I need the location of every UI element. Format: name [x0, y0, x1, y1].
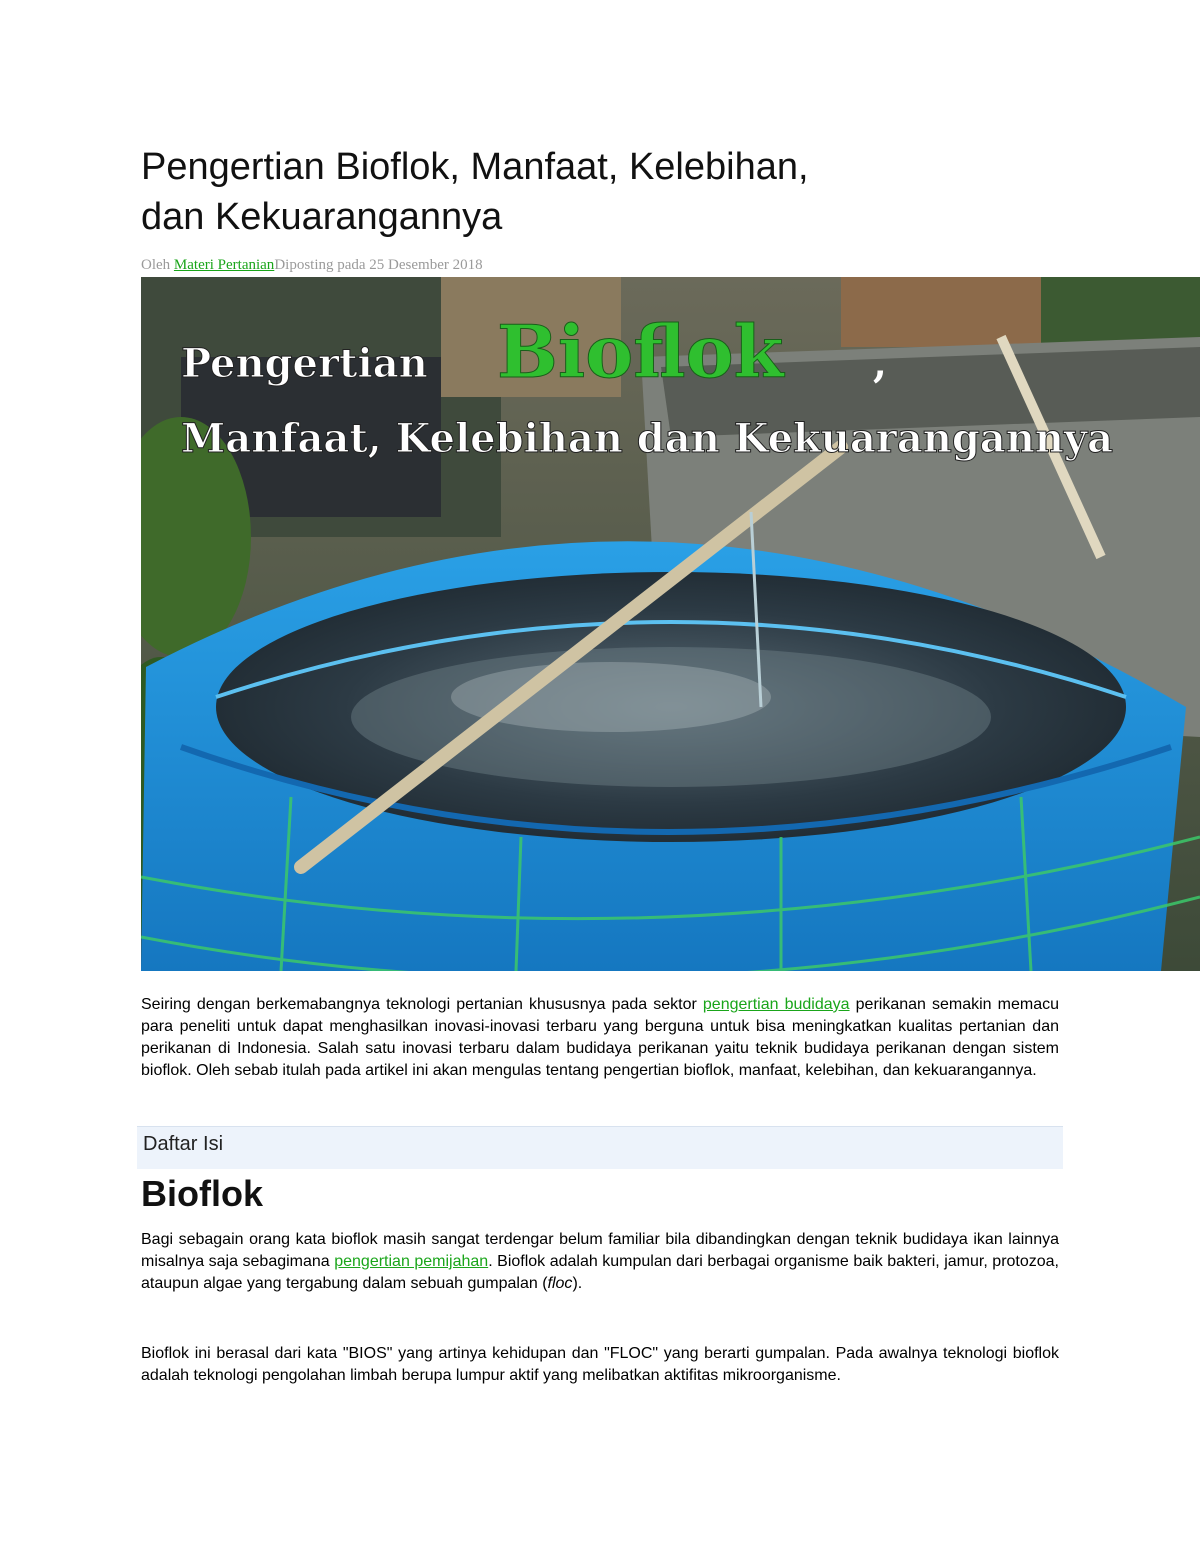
- hero-title-word-1: Pengertian: [181, 340, 428, 387]
- link-pengertian-budidaya[interactable]: pengertian budidaya: [702, 996, 850, 1013]
- posted-date: Diposting pada 25 Desember 2018: [274, 257, 483, 273]
- paragraph-1: [141, 1229, 1059, 1295]
- para1-text-end: ).: [572, 1275, 583, 1292]
- author-link[interactable]: Materi Pertanian: [173, 257, 275, 273]
- hero-image: [141, 277, 1200, 971]
- title-line-2: dan Kekuarangannya: [141, 196, 503, 238]
- svg-text:Pengertian: [181, 340, 428, 387]
- hero-photo: [141, 277, 1200, 971]
- intro-text-end: perikanan semakin memacu para peneliti untuk dapat menghasilkan inovasi-inovasi terbaru yang berguna untuk bisa meningkatkan kualitas pertanian dan perikanan di Indonesia. Salah satu inovasi terbaru dalam budidaya perikanan yaitu teknik budidaya perikanan dengan sistem bioflok. Oleh sebab itulah pada artikel ini akan mengulas tentang pengertian bioflok, manfaat, kelebihan, dan kekuarangannya.: [141, 996, 1060, 1079]
- para1-italic-floc: floc: [547, 1275, 573, 1292]
- paragraph-2: Bioflok ini berasal dari kata "BIOS" yang artinya kehidupan dan "FLOC" yang berarti gumpalan. Pada awalnya teknologi bioflok adalah teknologi pengolahan limbah berupa lumpur aktif yang melibatkan aktifitas mikroorganisme.: [141, 1345, 1059, 1384]
- link-pengertian-pemijahan[interactable]: pengertian pemijahan: [334, 1253, 489, 1270]
- title-line-1: Pengertian Bioflok, Manfaat, Kelebihan,: [141, 146, 809, 188]
- intro-paragraph: [141, 994, 1059, 1082]
- hero-title-accent: Bioflok: [497, 309, 784, 394]
- article-title: [141, 142, 1041, 242]
- table-of-contents[interactable]: [137, 1126, 1063, 1169]
- section-heading-bioflok: Bioflok: [141, 1173, 263, 1214]
- toc-label: Daftar Isi: [143, 1133, 224, 1155]
- byline: [141, 257, 483, 274]
- intro-text-start: Seiring dengan berkemabangnya teknologi pertanian khususnya pada sektor: [141, 996, 703, 1013]
- hero-title-comma: ,: [873, 340, 887, 387]
- byline-prefix: Oleh: [141, 257, 174, 273]
- hero-title-line-2: Manfaat, Kelebihan dan Kekuarangannya: [181, 415, 1114, 462]
- para1-text-start: Bagi sebagain orang kata bioflok masih sangat terdengar belum familiar bila dibandingkan dengan teknik budidaya ikan lainnya misalnya saja sebagimana: [141, 1231, 1059, 1270]
- para1-text-middle: . Bioflok adalah kumpulan dari berbagai organisme baik bakteri, jamur, protozoa, ataupun algae yang tergabung dalam sebuah gumpalan (: [141, 1253, 1060, 1292]
